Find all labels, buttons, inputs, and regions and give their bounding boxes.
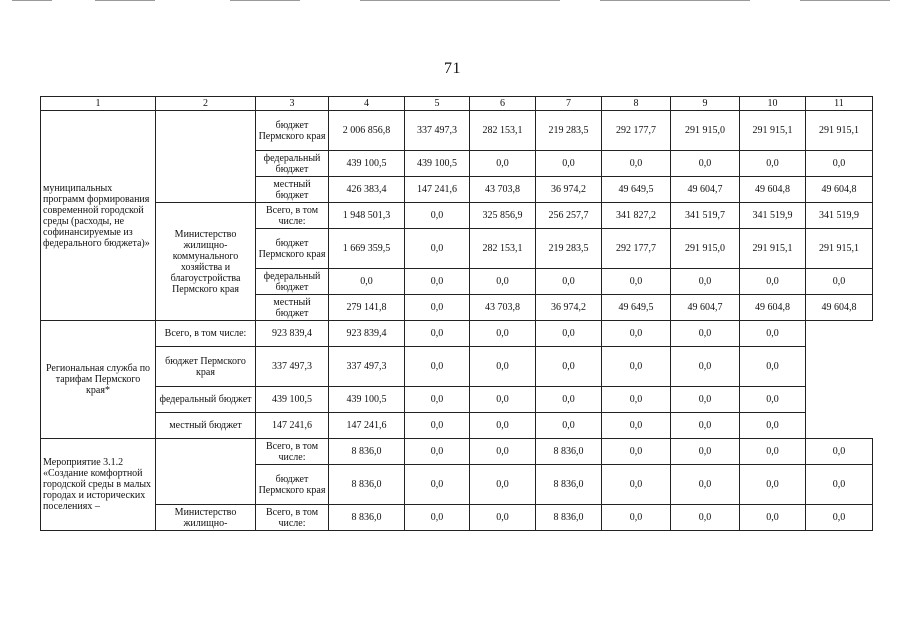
- amount-cell: 219 283,5: [536, 111, 602, 151]
- amount-cell: 0,0: [329, 269, 405, 295]
- amount-cell: 0,0: [671, 347, 740, 387]
- amount-cell: 282 153,1: [470, 111, 536, 151]
- amount-cell: 147 241,6: [256, 413, 329, 439]
- amount-cell: 0,0: [602, 387, 671, 413]
- amount-cell: 0,0: [740, 439, 806, 465]
- amount-cell: 0,0: [405, 269, 470, 295]
- amount-cell: 0,0: [470, 347, 536, 387]
- amount-cell: 0,0: [740, 347, 806, 387]
- header-cell: 5: [405, 97, 470, 111]
- funding-source: федеральный бюджет: [256, 269, 329, 295]
- amount-cell: 0,0: [536, 347, 602, 387]
- amount-cell: 256 257,7: [536, 203, 602, 229]
- amount-cell: 0,0: [671, 439, 740, 465]
- amount-cell: 341 519,9: [740, 203, 806, 229]
- amount-cell: 291 915,0: [671, 229, 740, 269]
- amount-cell: 49 604,8: [740, 295, 806, 321]
- amount-cell: 0,0: [602, 269, 671, 295]
- funding-source: местный бюджет: [156, 413, 256, 439]
- amount-cell: 49 604,8: [740, 177, 806, 203]
- table-row: [41, 387, 873, 413]
- amount-cell: 292 177,7: [602, 111, 671, 151]
- funding-source: Всего, в том числе:: [256, 505, 329, 531]
- amount-cell: 8 836,0: [329, 465, 405, 505]
- header-cell: 2: [156, 97, 256, 111]
- amount-cell: 0,0: [405, 465, 470, 505]
- amount-cell: 0,0: [806, 269, 873, 295]
- amount-cell: 43 703,8: [470, 177, 536, 203]
- amount-cell: 49 649,5: [602, 177, 671, 203]
- amount-cell: 325 856,9: [470, 203, 536, 229]
- header-cell: 11: [806, 97, 873, 111]
- amount-cell: 0,0: [470, 321, 536, 347]
- funding-source: бюджет Пермского края: [256, 465, 329, 505]
- amount-cell: 8 836,0: [536, 505, 602, 531]
- amount-cell: 8 836,0: [536, 465, 602, 505]
- responsible-organization: Министерство жилищно-: [156, 505, 256, 531]
- amount-cell: 0,0: [405, 387, 470, 413]
- funding-source: бюджет Пермского края: [156, 347, 256, 387]
- amount-cell: 0,0: [602, 465, 671, 505]
- amount-cell: 0,0: [536, 413, 602, 439]
- amount-cell: 8 836,0: [536, 439, 602, 465]
- amount-cell: 36 974,2: [536, 295, 602, 321]
- funding-source: местный бюджет: [256, 177, 329, 203]
- header-cell: 6: [470, 97, 536, 111]
- amount-cell: 341 827,2: [602, 203, 671, 229]
- amount-cell: 923 839,4: [256, 321, 329, 347]
- amount-cell: 426 383,4: [329, 177, 405, 203]
- amount-cell: 49 604,7: [671, 177, 740, 203]
- amount-cell: 0,0: [405, 347, 470, 387]
- amount-cell: 8 836,0: [329, 439, 405, 465]
- amount-cell: 279 141,8: [329, 295, 405, 321]
- amount-cell: 0,0: [671, 387, 740, 413]
- amount-cell: 291 915,1: [740, 229, 806, 269]
- amount-cell: 439 100,5: [256, 387, 329, 413]
- amount-cell: 0,0: [602, 347, 671, 387]
- measure-description: муниципальных программ формирования современной городской среды (расходы, не софинансируемые из федерального бюджета)»: [41, 111, 156, 321]
- amount-cell: 43 703,8: [470, 295, 536, 321]
- amount-cell: 341 519,9: [806, 203, 873, 229]
- amount-cell: 0,0: [671, 321, 740, 347]
- amount-cell: 0,0: [536, 269, 602, 295]
- funding-source: Всего, в том числе:: [256, 203, 329, 229]
- responsible-organization: Региональная служба по тарифам Пермского края*: [41, 321, 156, 439]
- measure-description: Мероприятие 3.1.2 «Создание комфортной городской среды в малых городах и исторических поселениях –: [41, 439, 156, 531]
- amount-cell: 2 006 856,8: [329, 111, 405, 151]
- amount-cell: 0,0: [740, 151, 806, 177]
- header-cell: 7: [536, 97, 602, 111]
- amount-cell: 0,0: [740, 387, 806, 413]
- budget-table: [40, 96, 873, 531]
- funding-source: бюджет Пермского края: [256, 229, 329, 269]
- table-row: [41, 505, 873, 531]
- amount-cell: 0,0: [602, 505, 671, 531]
- amount-cell: 0,0: [536, 151, 602, 177]
- amount-cell: 0,0: [405, 229, 470, 269]
- amount-cell: 0,0: [602, 151, 671, 177]
- amount-cell: 0,0: [470, 465, 536, 505]
- amount-cell: 147 241,6: [405, 177, 470, 203]
- table-row: [41, 321, 873, 347]
- amount-cell: 0,0: [405, 505, 470, 531]
- amount-cell: 8 836,0: [329, 505, 405, 531]
- amount-cell: 0,0: [740, 269, 806, 295]
- amount-cell: 0,0: [671, 151, 740, 177]
- funding-source: Всего, в том числе:: [256, 439, 329, 465]
- table-row: [41, 439, 873, 465]
- amount-cell: 0,0: [405, 203, 470, 229]
- funding-source: местный бюджет: [256, 295, 329, 321]
- amount-cell: 291 915,0: [671, 111, 740, 151]
- table-row: [41, 347, 873, 387]
- funding-source: бюджет Пермского края: [256, 111, 329, 151]
- amount-cell: 0,0: [740, 413, 806, 439]
- amount-cell: 341 519,7: [671, 203, 740, 229]
- amount-cell: 36 974,2: [536, 177, 602, 203]
- amount-cell: 0,0: [740, 505, 806, 531]
- amount-cell: 0,0: [671, 413, 740, 439]
- amount-cell: 0,0: [602, 321, 671, 347]
- amount-cell: 1 669 359,5: [329, 229, 405, 269]
- amount-cell: 291 915,1: [806, 229, 873, 269]
- amount-cell: 337 497,3: [405, 111, 470, 151]
- amount-cell: 923 839,4: [329, 321, 405, 347]
- amount-cell: 49 649,5: [602, 295, 671, 321]
- amount-cell: 0,0: [671, 465, 740, 505]
- table-row: [41, 413, 873, 439]
- amount-cell: 439 100,5: [329, 151, 405, 177]
- scan-top-edge: [0, 0, 905, 2]
- amount-cell: 439 100,5: [329, 387, 405, 413]
- amount-cell: 49 604,7: [671, 295, 740, 321]
- amount-cell: 337 497,3: [329, 347, 405, 387]
- amount-cell: 0,0: [405, 295, 470, 321]
- amount-cell: 0,0: [470, 151, 536, 177]
- amount-cell: 0,0: [405, 321, 470, 347]
- amount-cell: 0,0: [671, 269, 740, 295]
- header-cell: 9: [671, 97, 740, 111]
- amount-cell: 439 100,5: [405, 151, 470, 177]
- header-cell: 1: [41, 97, 156, 111]
- amount-cell: 0,0: [806, 465, 873, 505]
- amount-cell: 0,0: [602, 413, 671, 439]
- amount-cell: 0,0: [671, 505, 740, 531]
- amount-cell: 0,0: [806, 505, 873, 531]
- responsible-organization: Министерство жилищно-коммунального хозяйства и благоустройства Пермского края: [156, 203, 256, 321]
- amount-cell: 0,0: [536, 321, 602, 347]
- amount-cell: 147 241,6: [329, 413, 405, 439]
- amount-cell: 0,0: [602, 439, 671, 465]
- amount-cell: 0,0: [405, 413, 470, 439]
- header-cell: 3: [256, 97, 329, 111]
- amount-cell: 0,0: [806, 439, 873, 465]
- funding-source: федеральный бюджет: [156, 387, 256, 413]
- amount-cell: 49 604,8: [806, 177, 873, 203]
- amount-cell: 291 915,1: [740, 111, 806, 151]
- amount-cell: 1 948 501,3: [329, 203, 405, 229]
- amount-cell: 219 283,5: [536, 229, 602, 269]
- table-row: [41, 111, 873, 151]
- amount-cell: 0,0: [405, 439, 470, 465]
- header-cell: 4: [329, 97, 405, 111]
- amount-cell: 0,0: [536, 387, 602, 413]
- header-row: [41, 97, 873, 111]
- amount-cell: 0,0: [740, 465, 806, 505]
- amount-cell: 0,0: [470, 387, 536, 413]
- header-cell: 10: [740, 97, 806, 111]
- funding-source: Всего, в том числе:: [156, 321, 256, 347]
- responsible-organization: [156, 111, 256, 203]
- amount-cell: 0,0: [470, 413, 536, 439]
- header-cell: 8: [602, 97, 671, 111]
- amount-cell: 0,0: [740, 321, 806, 347]
- amount-cell: 292 177,7: [602, 229, 671, 269]
- amount-cell: 0,0: [470, 269, 536, 295]
- responsible-organization: [156, 439, 256, 505]
- amount-cell: 282 153,1: [470, 229, 536, 269]
- amount-cell: 0,0: [806, 151, 873, 177]
- amount-cell: 337 497,3: [256, 347, 329, 387]
- table-row: [41, 203, 873, 229]
- amount-cell: 291 915,1: [806, 111, 873, 151]
- funding-source: федеральный бюджет: [256, 151, 329, 177]
- page-number: 71: [444, 60, 461, 77]
- amount-cell: 0,0: [470, 439, 536, 465]
- amount-cell: 49 604,8: [806, 295, 873, 321]
- amount-cell: 0,0: [470, 505, 536, 531]
